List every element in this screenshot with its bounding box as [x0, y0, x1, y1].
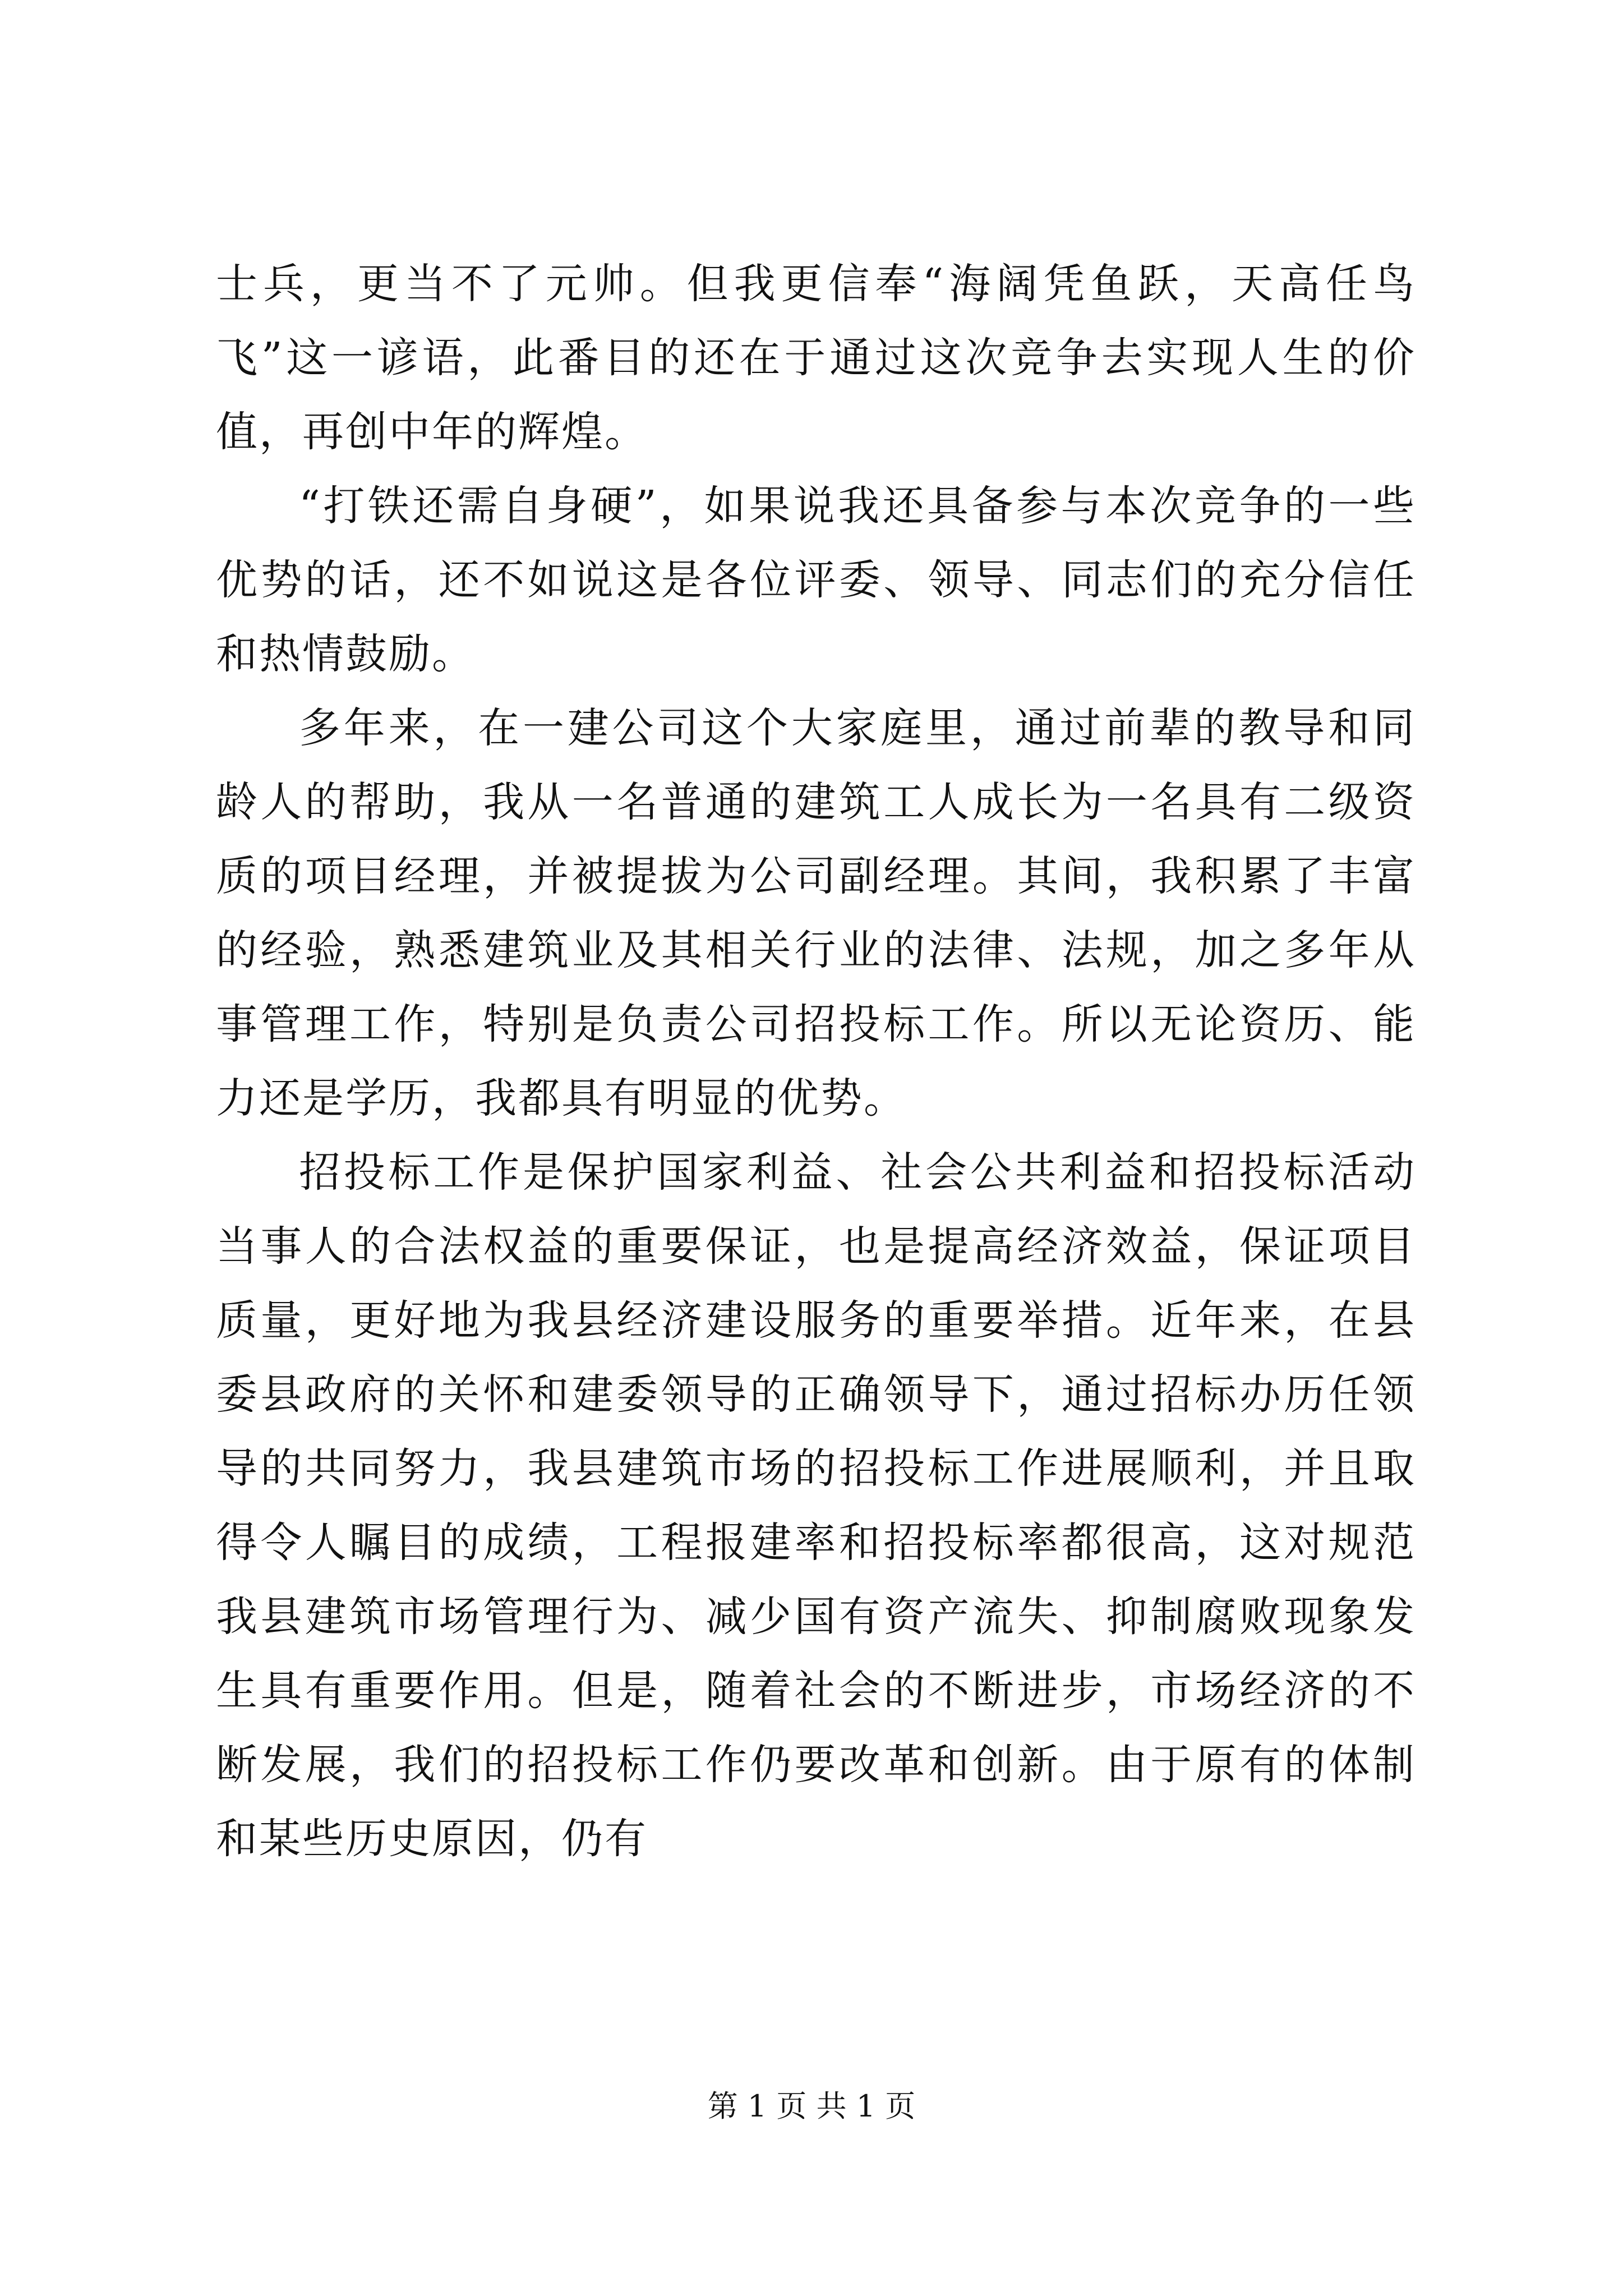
paragraph-1: 士兵，更当不了元帅。但我更信奉“海阔凭鱼跃，天高任鸟飞”这一谚语，此番目的还在于通过这次竞争去实现人生的价值，再创中年的辉煌。	[216, 260, 1416, 456]
paragraph-4: 招投标工作是保护国家利益、社会公共利益和招投标活动当事人的合法权益的重要保证，也是提高经济效益，保证项目质量，更好地为我县经济建设服务的重要举措。近年来，在县委县政府的关怀和建委领导的正确领导下，通过招标办历任领导的共同努力，我县建筑市场的招投标工作进展顺利，并且取得令人瞩目的成绩，工程报建率和招投标率都很高，这对规范我县建筑市场管理行为、减少国有资产流失、抑制腐败现象发生具有重要作用。但是，随着社会的不断进步，市场经济的不断发展，我们的招投标工作仍要改革和创新。由于原有的体制和某些历史原因，仍有	[216, 1148, 1416, 1863]
paragraph-2: “打铁还需自身硬”，如果说我还具备参与本次竞争的一些优势的话，还不如说这是各位评委、领导、同志们的充分信任和热情鼓励。	[216, 482, 1416, 678]
paragraph-3: 多年来，在一建公司这个大家庭里，通过前辈的教导和同龄人的帮助，我从一名普通的建筑工人成长为一名具有二级资质的项目经理，并被提拔为公司副经理。其间，我积累了丰富的经验，熟悉建筑业及其相关行业的法律、法规，加之多年从事管理工作，特别是负责公司招投标工作。所以无论资历、能力还是学历，我都具有明显的优势。	[216, 704, 1416, 1122]
document-body	[216, 247, 1416, 1876]
page-number-footer: 第 1 页 共 1 页	[707, 2088, 916, 2124]
